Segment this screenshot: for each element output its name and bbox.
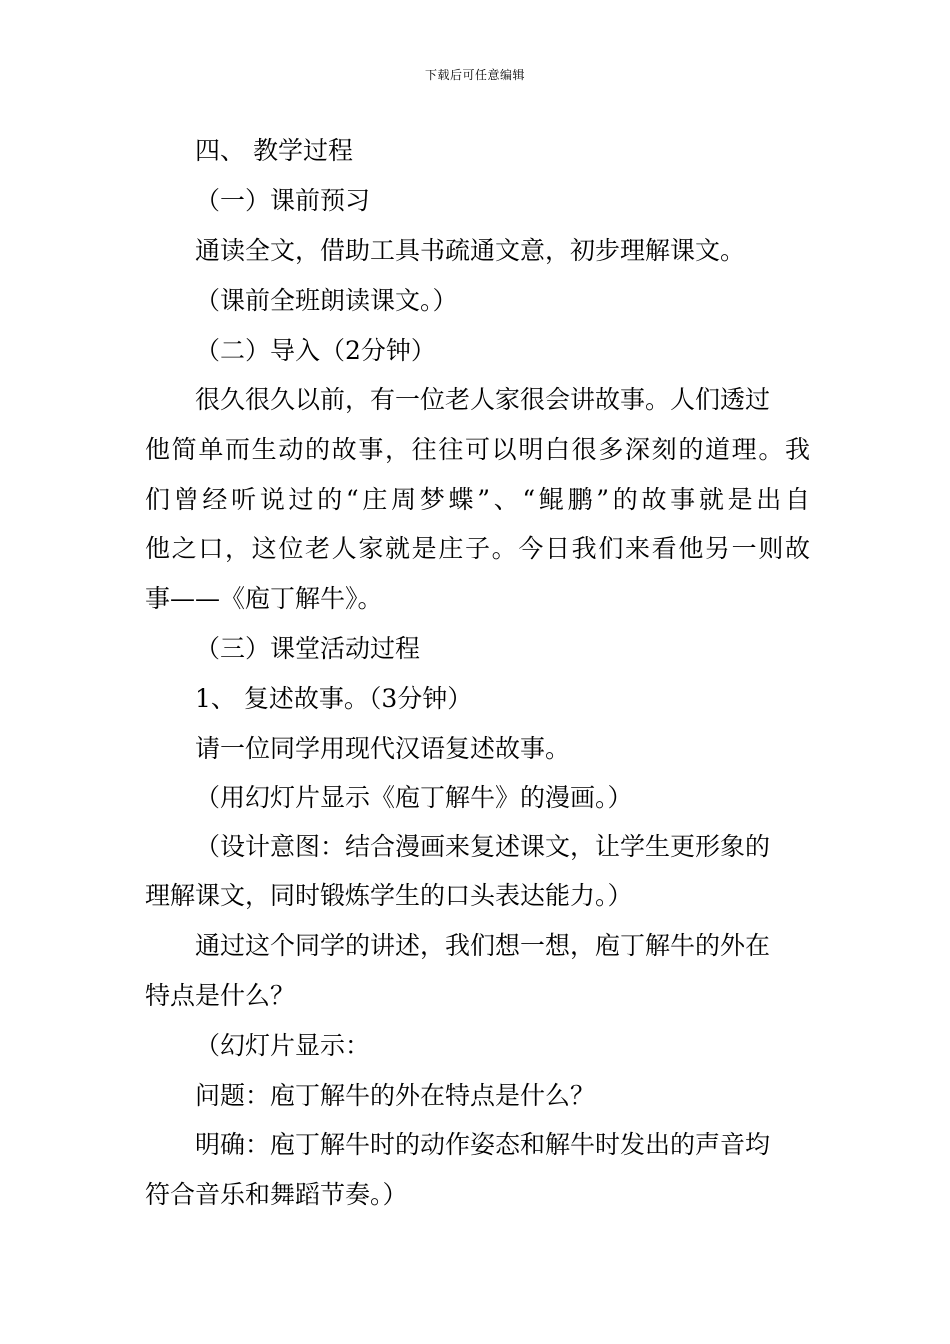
numbered-item: 1、 复述故事。（3分钟） [195, 684, 473, 713]
paragraph-line: （幻灯片显示： [195, 1031, 371, 1060]
paragraph-line: （课前全班朗读课文。） [195, 286, 458, 315]
paragraph-line: 问题：庖丁解牛的外在特点是什么？ [195, 1081, 596, 1110]
paragraph-line: 通读全文，借助工具书疏通文意，初步理解课文。 [195, 236, 746, 265]
paragraph-line: 理解课文，同时锻炼学生的口头表达能力。） [145, 881, 633, 910]
paragraph-line: 事——《庖丁解牛》。 [145, 584, 383, 613]
paragraph-line: （设计意图：结合漫画来复述课文，让学生更形象的 [195, 832, 771, 861]
paragraph-line: 特点是什么？ [145, 981, 296, 1010]
subheading-class-activity: （三）课堂活动过程 [195, 634, 421, 663]
subheading-introduction: （二）导入（2分钟） [195, 336, 436, 365]
paragraph-line: 通过这个同学的讲述，我们想一想，庖丁解牛的外在 [195, 931, 771, 960]
paragraph-line: 他之口，这位老人家就是庄子。今日我们来看他另一则故 [145, 534, 810, 563]
paragraph-line: 们曾经听说过的“庄周梦蝶”、“鲲鹏”的故事就是出自 [145, 485, 810, 514]
page-header-note: 下载后可任意编辑 [424, 68, 525, 82]
paragraph-line: 明确：庖丁解牛时的动作姿态和解牛时发出的声音均 [195, 1130, 771, 1159]
paragraph-line: 很久很久以前，有一位老人家很会讲故事。人们透过 [195, 385, 771, 414]
paragraph-line: 请一位同学用现代汉语复述故事。 [195, 734, 571, 763]
section-heading-teaching-process: 四、 教学过程 [195, 136, 353, 165]
subheading-preview: （一）课前预习 [195, 186, 371, 215]
paragraph-line: 他简单而生动的故事，往往可以明白很多深刻的道理。我 [145, 435, 810, 464]
paragraph-line: （用幻灯片显示《庖丁解牛》的漫画。） [195, 783, 633, 812]
paragraph-line: 符合音乐和舞蹈节奏。） [145, 1180, 408, 1209]
